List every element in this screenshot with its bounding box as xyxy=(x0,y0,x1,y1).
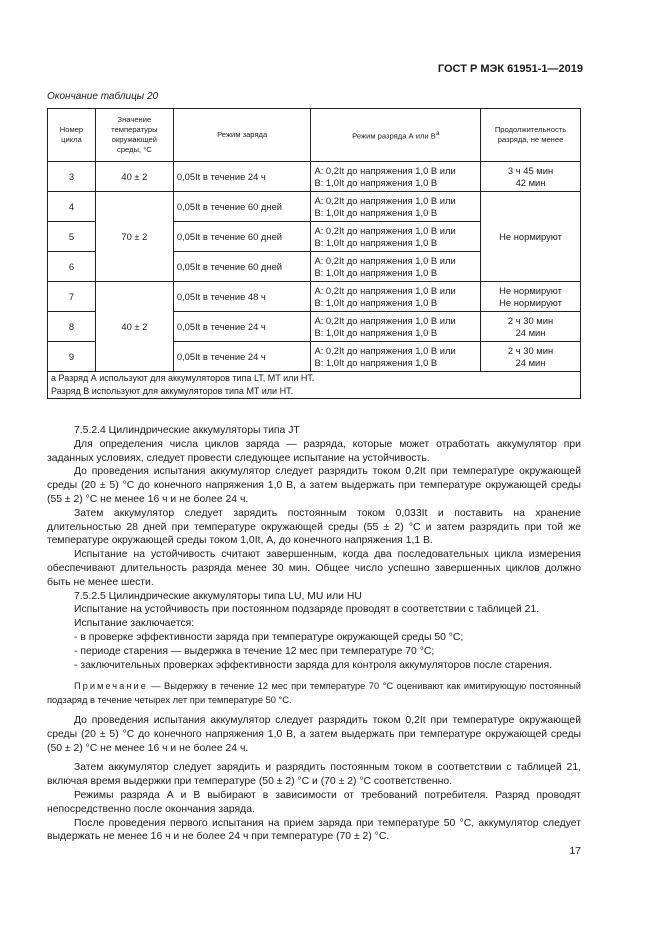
table-footnote-row xyxy=(48,372,581,399)
discharge-cell: A: 0,2It до напряжения 1,0 В или B: 1,0It до напряжения 1,0 В xyxy=(311,342,481,372)
header-charge: Режим заряда xyxy=(173,109,311,162)
charge-cell: 0,05It в течение 60 дней xyxy=(173,252,311,282)
table-row xyxy=(48,282,581,312)
discharge-cell: A: 0,2It до напряжения 1,0 В или B: 1,0It до напряжения 1,0 В xyxy=(311,222,481,252)
temp-cell: 40 ± 2 xyxy=(95,282,173,372)
cycle-number: 9 xyxy=(48,342,96,372)
cycle-table xyxy=(47,108,581,399)
discharge-cell: A: 0,2It до напряжения 1,0 В или B: 1,0It до напряжения 1,0 В xyxy=(311,192,481,222)
cycle-number: 4 xyxy=(48,192,96,222)
table-footnote: а Разряд А используют для аккумуляторов типа LT, MT или HT. Разряд В используют для аккумуляторов типа MT или HT. xyxy=(48,372,581,399)
list-item: - в проверке эффективности заряда при температуре окружающей среды 50 °С; xyxy=(74,631,464,643)
header-duration: Продолжительность разряда, не менее xyxy=(481,109,581,162)
paragraph: Испытание на устойчивость при постоянном подзаряде проводят в соответствии с таблицей 21. xyxy=(74,604,540,616)
page-number: 17 xyxy=(569,845,581,857)
duration-cell: 3 ч 45 мин 42 мин xyxy=(481,162,581,192)
cycle-number: 5 xyxy=(48,222,96,252)
charge-cell: 0,05It в течение 24 ч xyxy=(173,162,311,192)
paragraph: До проведения испытания аккумулятор следует разрядить током 0,2It при температуре окружающей среды (20 ± 5) °С до конечного напряжения 1,0 В, а затем выдержать при температуре окружающей среды (50 ± 2) °С не менее 16 ч и не более 24 ч. xyxy=(47,714,581,754)
charge-cell: 0,05It в течение 48 ч xyxy=(173,282,311,312)
temp-cell: 40 ± 2 xyxy=(95,162,173,192)
paragraph: Для определения числа циклов заряда — разряда, которые может отработать аккумулятор при заданных условиях, следует провести следующее испытание на устойчивость. xyxy=(47,438,581,464)
temp-cell: 70 ± 2 xyxy=(95,192,173,282)
discharge-cell: A: 0,2It до напряжения 1,0 В или B: 1,0It до напряжения 1,0 В xyxy=(311,312,481,342)
header-cycle: Номер цикла xyxy=(48,109,96,162)
duration-cell: Не нормируют xyxy=(481,192,581,282)
charge-cell: 0,05It в течение 60 дней xyxy=(173,222,311,252)
charge-cell: 0,05It в течение 24 ч xyxy=(173,312,311,342)
header-discharge: Режим разряда А или $В^а$ xyxy=(311,109,481,162)
duration-cell: 2 ч 30 мин 24 мин xyxy=(481,342,581,372)
discharge-cell: A: 0,2It до напряжения 1,0 В или B: 1,0It до напряжения 1,0 В xyxy=(311,252,481,282)
body-text xyxy=(47,424,581,844)
section-heading: 7.5.2.5 Цилиндрические аккумуляторы типа LU, MU или HU xyxy=(74,590,362,602)
note: Примечание — Выдержку в течение 12 мес при температуре 70 °С оценивают как имитирующую постоянный подзаряд в течение четырех лет при температуре 50 °С. xyxy=(47,681,581,706)
discharge-cell: A: 0,2It до напряжения 1,0 В или B: 1,0It до напряжения 1,0 В xyxy=(311,162,481,192)
cycle-number: 7 xyxy=(48,282,96,312)
cycle-number: 3 xyxy=(48,162,96,192)
document-header: ГОСТ Р МЭК 61951-1—2019 xyxy=(437,63,583,75)
paragraph: До проведения испытания аккумулятор следует разрядить током 0,2It при температуре окружающей среды (20 ± 5) °С до конечного напряжения 1,0 В, а затем выдержать при температуре окружающей среды (55 ± 2) °С не менее 16 ч и не более 24 ч. xyxy=(47,466,581,505)
duration-cell: 2 ч 30 мин 24 мин xyxy=(481,312,581,342)
paragraph: После проведения первого испытания на прием заряда при температуре 50 °С, аккумулятор следует выдержать не менее 16 ч и не более 24 ч при температуре (70 ± 2) °С. xyxy=(47,817,581,843)
paragraph: Испытание на устойчивость считают завершенным, когда два последовательных цикла измерения обеспечивают длительность разряда менее 30 мин. Общее число успешно завершенных циклов должно быть не менее шести. xyxy=(47,549,581,588)
paragraph: Затем аккумулятор следует зарядить и разрядить постоянным током в соответствии с таблицей 21, включая время выдержки при температуре (50 ± 2) °С и (70 ± 2) °С соответственно. xyxy=(47,762,581,788)
charge-cell: 0,05It в течение 60 дней xyxy=(173,192,311,222)
paragraph: Затем аккумулятор следует зарядить постоянным током 0,033It и поставить на хранение длительностью 28 дней при температуре окружающей среды (55 ± 2) °С и затем разрядить при той же температуре окружающей среды током 1,0It, А, до конечного напряжения 1,1 В. xyxy=(47,507,581,547)
list-item: - заключительных проверках эффективности заряда для контроля аккумуляторов после старения. xyxy=(74,659,553,671)
cycle-number: 8 xyxy=(48,312,96,342)
header-temp: Значение температуры окружающей среды, °С xyxy=(95,109,173,162)
paragraph: Испытание заключается: xyxy=(74,618,195,630)
table-row xyxy=(48,162,581,192)
list-item: - периоде старения — выдержка в течение 12 мес при температуре 70 °С; xyxy=(74,645,435,657)
table-header-row xyxy=(48,109,581,162)
table-caption: Окончание таблицы 20 xyxy=(47,91,159,102)
table-row xyxy=(48,192,581,222)
paragraph: Режимы разряда А и В выбирают в зависимости от требований потребителя. Разряд проводят непосредственно после окончания заряда. xyxy=(47,789,581,815)
discharge-cell: A: 0,2It до напряжения 1,0 В или B: 1,0It до напряжения 1,0 В xyxy=(311,282,481,312)
duration-cell: Не нормируют Не нормируют xyxy=(481,282,581,312)
section-heading: 7.5.2.4 Цилиндрические аккумуляторы типа JT xyxy=(74,425,300,436)
charge-cell: 0,05It в течение 24 ч xyxy=(173,342,311,372)
cycle-number: 6 xyxy=(48,252,96,282)
